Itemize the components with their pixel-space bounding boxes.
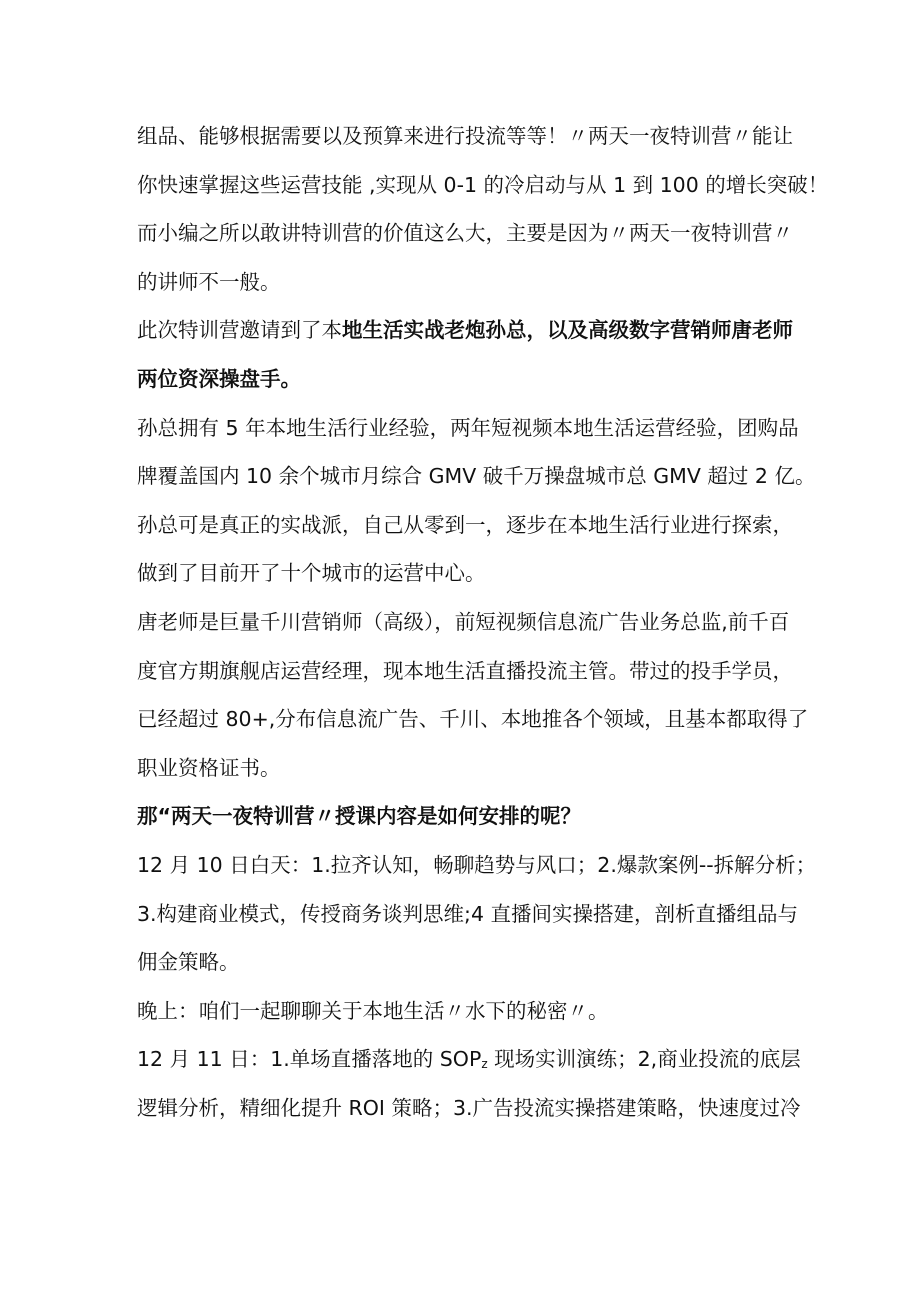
- text-segment: 度官方期旗舰店运营经理，现本地生活直播投流主管。带过的投手学员，: [137, 658, 793, 683]
- text-segment: 做到了目前开了十个城市的运营中心。: [137, 561, 486, 586]
- text-segment: 组品、能够根据需要以及预算来进行投流等等！〃两天一夜特训营〃能让: [137, 124, 793, 148]
- text-line: [137, 987, 797, 1036]
- text-line: [137, 841, 817, 890]
- text-segment: 你快速掌握这些运营技能 ,实现从 0-1 的冷启动与从 1 到 100 的增长突破！: [137, 172, 829, 197]
- text-line: [137, 647, 797, 696]
- text-segment: 孙总拥有 5 年本地生活行业经验，两年短视频本地生活运营经验，团购品: [137, 415, 799, 440]
- text-line: [137, 306, 797, 355]
- text-segment: 牌覆盖国内 10 余个城市月综合 GMV 破千万操盘城市总 GMV 超过 2 亿。: [137, 464, 816, 489]
- bold-text: 那“两天一夜特训营〃授课内容是如何安排的呢？: [137, 804, 581, 829]
- text-line: [137, 404, 797, 453]
- text-segment: 12 月 11 日：1.单场直播落地的 SOP: [137, 1047, 482, 1072]
- text-line: [137, 452, 816, 501]
- text-line: [137, 744, 797, 793]
- text-line: [137, 258, 797, 307]
- text-line: [137, 1084, 801, 1133]
- text-line: [137, 598, 797, 647]
- text-line: [137, 695, 809, 744]
- text-segment: 孙总可是真正的实战派，自己从零到一，逐步在本地生活行业进行探索，: [137, 512, 793, 537]
- bold-text: 两位资深操盘手。: [137, 366, 301, 391]
- bold-text: 地生活实战老炮孙总，以及高级数字营销师唐老师: [342, 318, 793, 343]
- text-line: [137, 890, 797, 939]
- text-line: [137, 209, 797, 258]
- text-segment: 逻辑分析，精细化提升 ROI 策略；3.广告投流实操搭建策略，快速度过冷: [137, 1095, 801, 1120]
- document-body: [137, 112, 829, 1132]
- text-segment: 已经超过 80+,分布信息流广告、千川、本地推各个领域，且基本都取得了: [137, 707, 809, 732]
- text-line: [137, 161, 829, 210]
- text-segment: 晚上：咱们一起聊聊关于本地生活〃水下的秘密〃。: [137, 998, 609, 1023]
- text-segment: 职业资格证书。: [137, 755, 281, 780]
- text-segment: z: [481, 1057, 488, 1072]
- text-line: [137, 112, 797, 161]
- text-segment: 佣金策略。: [137, 950, 240, 975]
- text-line: [137, 792, 797, 841]
- text-line: [137, 549, 797, 598]
- text-segment: 而小编之所以敢讲特训营的价值这么大，主要是因为〃两天一夜特训营〃: [137, 221, 793, 246]
- text-line: [137, 938, 797, 987]
- text-segment: 3.构建商业模式，传授商务谈判思维;4 直播间实操搭建，剖析直播组品与: [137, 901, 799, 926]
- text-segment: 此次特训营邀请到了本: [137, 318, 342, 343]
- text-segment: 12 月 10 日白天：1.拉齐认知，畅聊趋势与风口；2.爆款案例--拆解分析；: [137, 852, 817, 877]
- text-line: [137, 501, 797, 550]
- text-line: [137, 355, 797, 404]
- text-segment: 唐老师是巨量千川营销师（高级），前短视频信息流广告业务总监,前千百: [137, 609, 790, 634]
- text-segment: 的讲师不一般。: [137, 269, 281, 294]
- text-segment: 现场实训演练；2,商业投流的底层: [487, 1047, 801, 1072]
- text-line: [137, 1035, 801, 1084]
